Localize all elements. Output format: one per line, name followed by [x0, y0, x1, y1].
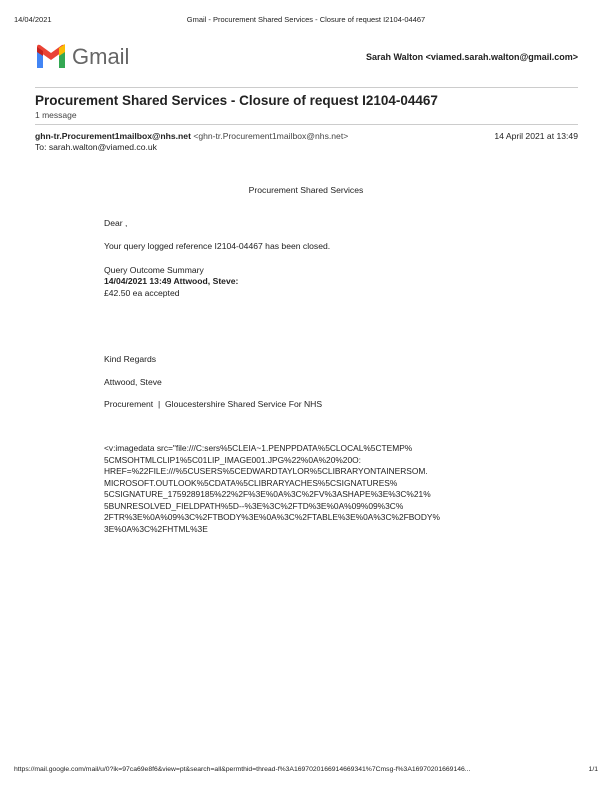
- closure-line: Your query logged reference I2104-04467 has been closed.: [104, 241, 331, 251]
- thread-subject: Procurement Shared Services - Closure of request I2104-04467: [35, 93, 438, 108]
- body-heading: Procurement Shared Services: [248, 185, 364, 195]
- sender-address: <ghn-tr.Procurement1mailbox@nhs.net>: [193, 131, 349, 141]
- gmail-logo: [35, 44, 67, 73]
- summary-entry: 14/04/2021 13:49 Attwood, Steve:: [104, 276, 239, 286]
- page-number: 1/1: [588, 766, 598, 773]
- department: Procurement | Gloucestershire Shared Service For NHS: [104, 399, 323, 409]
- account-label: Sarah Walton <viamed.sarah.walton@gmail.com>: [365, 52, 578, 62]
- message-date: 14 April 2021 at 13:49: [494, 131, 578, 141]
- message-count: 1 message: [35, 110, 77, 120]
- gmail-m-icon: [35, 44, 67, 68]
- print-date: 14/04/2021: [14, 15, 52, 24]
- recipient: To: sarah.walton@viamed.co.uk: [35, 142, 157, 152]
- regards: Kind Regards: [104, 354, 157, 364]
- gmail-wordmark: Gmail: [72, 44, 130, 69]
- sender-name: ghn-tr.Procurement1mailbox@nhs.net: [35, 131, 191, 141]
- signature-markup-text: <v:imagedata src="file:///C:sers%5CLEIA~1.PENPPDATA%5CLOCAL%5CTEMP% 5CMSOHTMLCLIP1%5C01LIP_IMAGE001.JPG%22%0A%20%20O: HREF=%22FILE:///%5CUSERS%5CEDWARDTAYLOR%5CLIBRARYONTAINERSOM. MICROSOFT.OUTLOOK%5CDATA%5CLIBRARYACHES%5CSIGNATURES% 5CSIGNATURE_1759289185%22%2F%3E%0A%3C%2FV%3ASHAPE%3E%3C%21% 5BUNRESOLVED_FIELDPATH%5D--%3E%3C%2FTD%3E%0A%09%09%3C% 2FTR%3E%0A%09%3C%2FTBODY%3E%0A%3C%2FTABLE%3E%0A%3C%2FBODY% 3E%0A%3C%2FHTML%3E: [104, 443, 440, 534]
- print-url: https://mail.google.com/mail/u/0?ik=97ca69e8f6&view=pt&search=all&permthid=thread-f%3A1697020166914669341%7Cmsg-f%3A16970201669146...: [14, 766, 471, 773]
- sender: [35, 131, 348, 141]
- print-title: Gmail - Procurement Shared Services - Closure of request I2104-04467: [186, 15, 426, 24]
- summary-text: £42.50 ea accepted: [104, 288, 180, 298]
- summary-label: Query Outcome Summary: [104, 265, 204, 275]
- signer: Attwood, Steve: [104, 377, 162, 387]
- divider: [35, 124, 578, 125]
- greeting: Dear ,: [104, 218, 128, 228]
- divider: [35, 87, 578, 88]
